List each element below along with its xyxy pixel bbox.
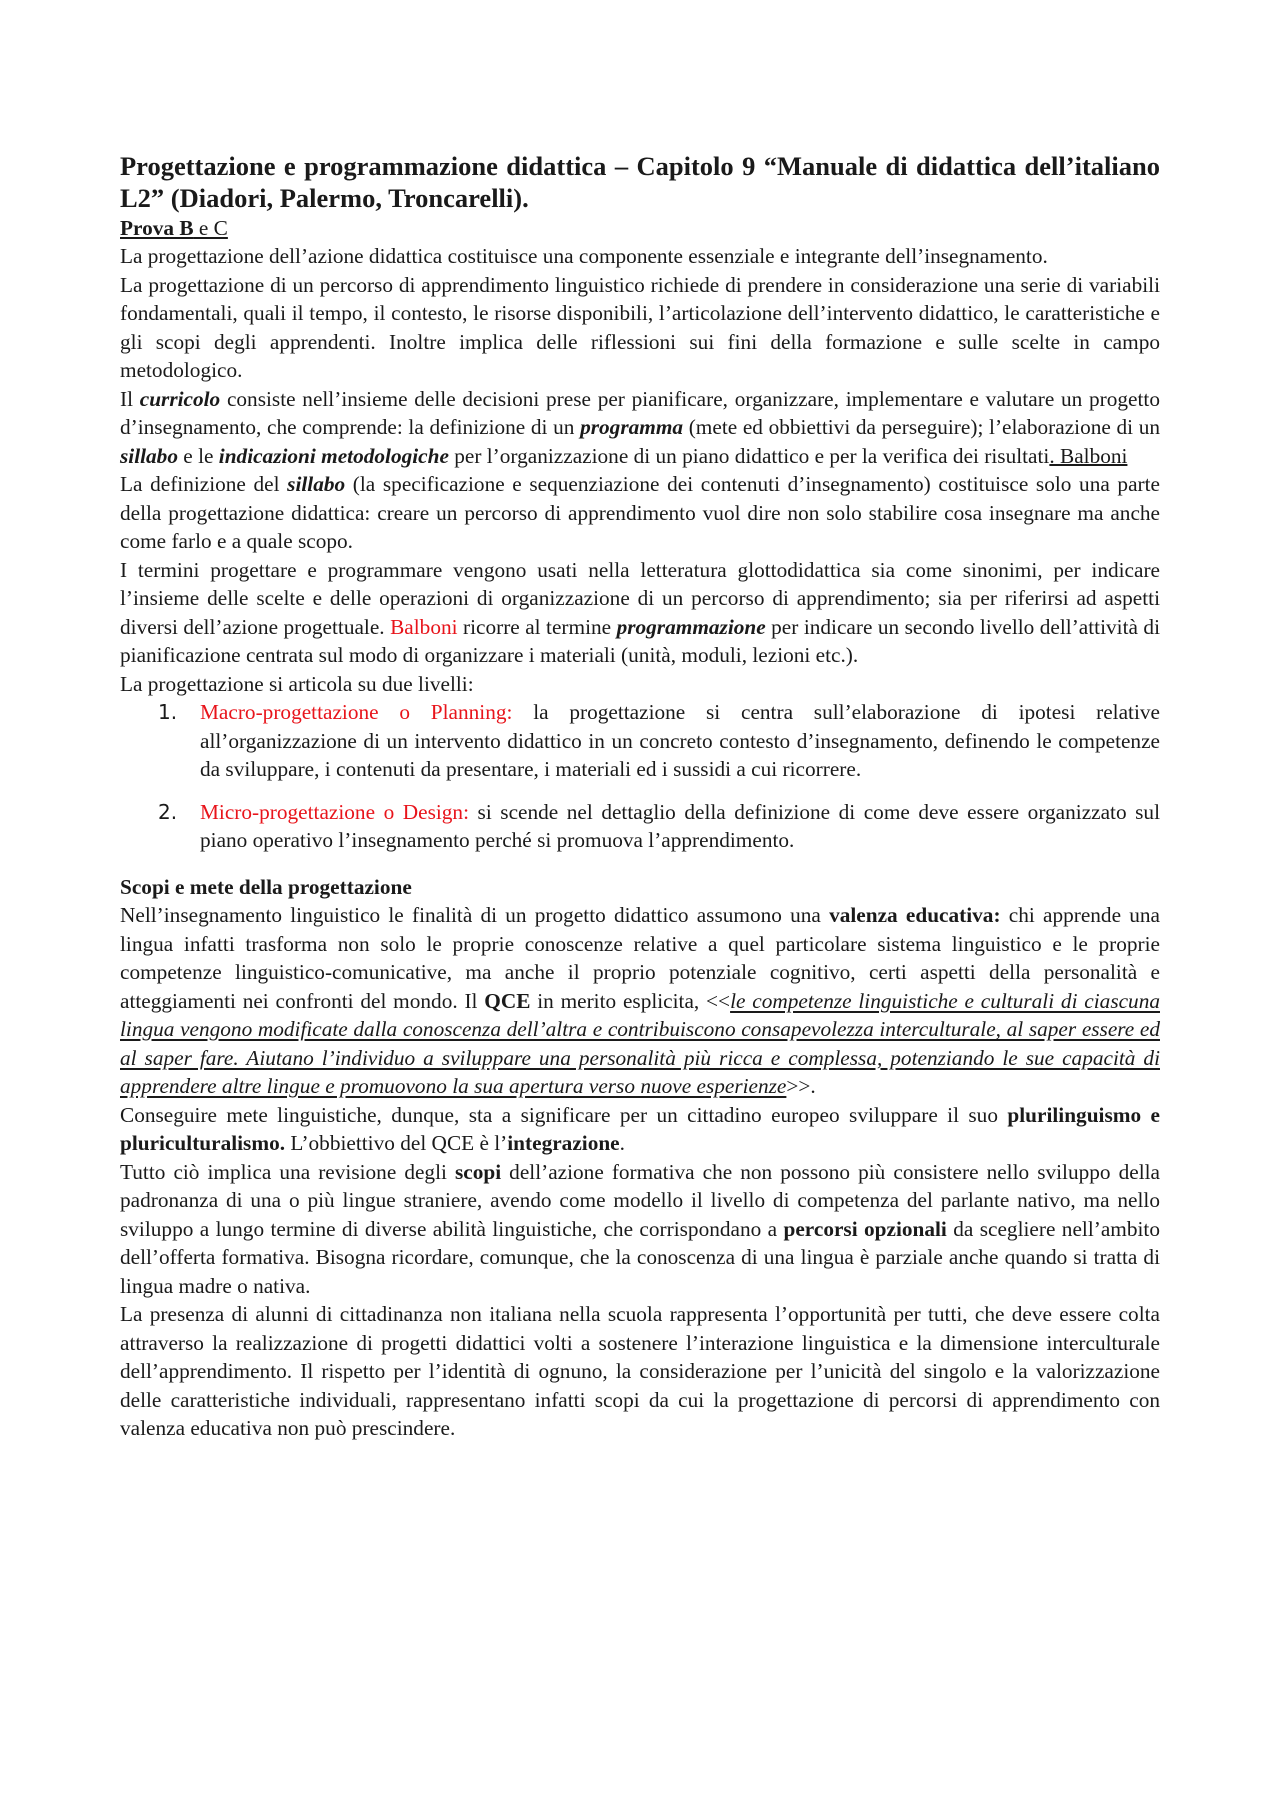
paragraph-valenza xyxy=(120,901,1160,1101)
exam-tag-bold: Prova B xyxy=(120,216,194,240)
term-sillabo: sillabo xyxy=(287,472,346,496)
list-item-macro xyxy=(120,698,1160,784)
text: La definizione del xyxy=(120,472,288,496)
text: per l’organizzazione di un piano didattico e per la verifica dei risultati xyxy=(448,443,1050,468)
paragraph-cittadinanza: La presenza di alunni di cittadinanza non italiana nella scuola rappresenta l’opportunità per tutti, che deve essere colta attraverso la realizzazione di progetti didattici volti a sostenere l’interazione linguistica e la dimensione interculturale dell’apprendimento. Il rispetto per l’identità di ognuno, la considerazione per l’unicità del singolo e la valorizzazione delle caratteristiche individuali, rappresentano infatti scopi da cui la progettazione di percorsi di apprendimento con valenza educativa non può prescindere. xyxy=(120,1302,1160,1440)
term-qce: QCE xyxy=(484,988,531,1013)
paragraph-curricolo xyxy=(120,385,1160,471)
text: e le xyxy=(177,443,219,468)
text: per indicare un secondo livello dell’attività di pianificazione centrata sul modo di organizzare i materiali (unità, moduli, lezioni etc.). xyxy=(120,614,1160,667)
paragraph-mete xyxy=(120,1101,1160,1158)
paragraph-variables: La progettazione di un percorso di apprendimento linguistico richiede di prendere in considerazione una serie di variabili fondamentali, quali il tempo, il contesto, le risorse disponibili, l’articolazione dell’intervento didattico, le caratteristiche e gli scopi degli apprendenti. Inoltre implica delle riflessioni sui fini della formazione e sulle scelte in campo metodologico. xyxy=(120,272,1160,382)
paragraph-intro: La progettazione dell’azione didattica costituisce una componente essenziale e integrante dell’insegnamento. xyxy=(120,244,1048,268)
text: . xyxy=(619,1131,625,1155)
exam-tag-rest: e C xyxy=(193,216,228,240)
text: (la specificazione e sequenziazione dei contenuti d’insegnamento) costituisce solo una parte della progettazione didattica: creare un percorso di apprendimento vuol dire non solo stabilire cosa insegnare ma anche come farlo e a quale scopo. xyxy=(120,472,1160,553)
document-title: Progettazione e programmazione didattica – Capitolo 9 “Manuale di didattica dell’italiano L2” (Diadori, Palermo, Troncarelli). xyxy=(120,151,1160,213)
paragraph-sillabo xyxy=(120,470,1160,556)
text: da scegliere nell’ambito dell’offerta formativa. Bisogna ricordare, comunque, che la conoscenza di una lingua è parziale anche quando si tratta di lingua madre o nativa. xyxy=(120,1216,1160,1298)
text: (mete ed obbiettivi da perseguire); l’elaborazione di un xyxy=(683,415,1160,439)
exam-tag xyxy=(120,214,1160,242)
term-sillabo: sillabo xyxy=(120,443,178,468)
text: I termini progettare e programmare vengono usati nella letteratura glottodidattica sia come sinonimi, per indicare l’insieme delle scelte e delle operazioni di organizzazione di un percorso di apprendimento; sia per riferirsi ad aspetti diversi dell’azione progettuale. xyxy=(120,557,1160,639)
text: in merito esplicita, << xyxy=(530,988,731,1013)
term-scopi: scopi xyxy=(454,1159,502,1184)
text: Tutto ciò implica una revisione degli xyxy=(120,1159,455,1184)
text: consiste nell’insieme delle decisioni prese per pianificare, organizzare, implementare e valutare un progetto d’insegnamento, che comprende: la definizione di un xyxy=(120,386,1160,439)
term-integrazione: integrazione xyxy=(507,1131,620,1155)
section-heading: Scopi e mete della progettazione xyxy=(120,874,412,899)
level-label: Micro-progettazione o Design: xyxy=(200,799,470,824)
level-label: Macro-progettazione o Planning: xyxy=(200,700,513,724)
text: ricorre al termine xyxy=(457,614,617,639)
term-curricolo: curricolo xyxy=(139,386,221,411)
highlight-balboni: Balboni xyxy=(390,614,458,639)
levels-list xyxy=(120,698,1160,855)
text: dell’azione formativa che non possono più consistere nello sviluppo della padronanza di una o più lingue straniere, avendo come modello il livello di competenza del parlante nativo, ma nello sviluppo a lungo termine di diverse abilità linguistiche, che corrispondano a xyxy=(120,1159,1160,1241)
reference-balboni: . Balboni xyxy=(1049,443,1128,468)
qce-quote: le competenze linguistiche e culturali di ciascuna lingua vengono modificate dalla conoscenza dell’altra e contribuiscono consapevolezza interculturale, al saper essere ed al saper fare. Aiutano l’individuo a sviluppare una personalità più ricca e complessa, potenziando le sue capacità di apprendere altre lingue e promuovono la sua apertura verso nuove esperienze xyxy=(120,988,1160,1098)
paragraph-scopi xyxy=(120,1158,1160,1301)
paragraph-termini xyxy=(120,556,1160,670)
list-item-micro xyxy=(120,798,1160,855)
term-valenza-educativa: valenza educativa: xyxy=(829,903,1001,927)
paragraph-livelli: La progettazione si articola su due livelli: xyxy=(120,671,474,696)
level-text: si scende nel dettaglio della definizione di come deve essere organizzato sul piano operativo l’insegnamento perché si promuova l’apprendimento. xyxy=(200,799,1161,852)
text: chi apprende una lingua infatti trasforma non solo le proprie conoscenze relative a quel particolare sistema linguistico e le proprie competenze linguistico-comunicative, ma anche il proprio potenziale cognitivo, certi aspetti della personalità e atteggiamenti nei confronti del mondo. Il xyxy=(120,903,1160,1013)
term-percorsi-opzionali: percorsi opzionali xyxy=(783,1216,947,1241)
document-page xyxy=(120,150,1160,1443)
term-plurilinguismo: plurilinguismo e pluriculturalismo. xyxy=(120,1102,1160,1155)
list-number: 1. xyxy=(158,700,178,724)
list-number: 2. xyxy=(158,799,178,824)
term-programma: programma xyxy=(580,415,684,439)
term-indicazioni-metodologiche: indicazioni metodologiche xyxy=(218,443,449,468)
term-programmazione: programmazione xyxy=(616,614,766,639)
text: Il xyxy=(120,386,140,411)
text: >>. xyxy=(786,1074,816,1098)
text: L’obbiettivo del QCE è l’ xyxy=(285,1131,508,1155)
text: Conseguire mete linguistiche, dunque, sta a significare per un cittadino europeo sviluppare il suo xyxy=(120,1102,1008,1127)
level-text: la progettazione si centra sull’elaborazione di ipotesi relative all’organizzazione di un intervento didattico in un concreto contesto d’insegnamento, definendo le competenze da sviluppare, i contenuti da presentare, i materiali ed i sussidi a cui ricorrere. xyxy=(200,700,1160,781)
text: Nell’insegnamento linguistico le finalità di un progetto didattico assumono una xyxy=(120,903,830,927)
